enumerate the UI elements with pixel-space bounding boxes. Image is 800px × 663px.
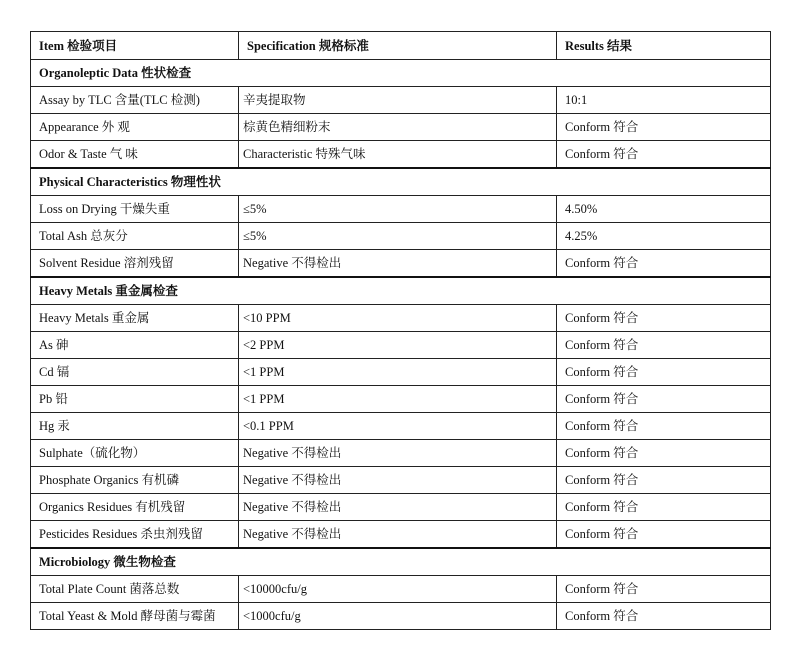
cell-result: Conform 符合 (557, 386, 771, 413)
cell-specification: 棕黄色精细粉末 (239, 114, 557, 141)
table-row (31, 386, 771, 413)
cell-result: Conform 符合 (557, 440, 771, 467)
cell-specification: <1000cfu/g (239, 603, 557, 630)
header-item: Item 检验项目 (31, 32, 239, 60)
cell-item: Phosphate Organics 有机磷 (31, 467, 239, 494)
cell-result: Conform 符合 (557, 603, 771, 630)
table-row (31, 521, 771, 549)
cell-result: Conform 符合 (557, 141, 771, 169)
table-row (31, 196, 771, 223)
section-title: Microbiology 微生物检查 (31, 548, 771, 576)
table-row (31, 576, 771, 603)
table-row (31, 305, 771, 332)
cell-result: Conform 符合 (557, 413, 771, 440)
cell-result: Conform 符合 (557, 576, 771, 603)
table-row (31, 87, 771, 114)
cell-result: Conform 符合 (557, 359, 771, 386)
cell-item: Total Ash 总灰分 (31, 223, 239, 250)
header-specification: Specification 规格标准 (239, 32, 557, 60)
section-title: Organoleptic Data 性状检查 (31, 60, 771, 87)
section-header-row (31, 168, 771, 196)
cell-specification: <0.1 PPM (239, 413, 557, 440)
section-title: Physical Characteristics 物理性状 (31, 168, 771, 196)
cell-result: 4.50% (557, 196, 771, 223)
header-results: Results 结果 (557, 32, 771, 60)
cell-specification: 辛夷提取物 (239, 87, 557, 114)
cell-item: Total Yeast & Mold 酵母菌与霉菌 (31, 603, 239, 630)
cell-specification: Negative 不得检出 (239, 440, 557, 467)
cell-specification: <10000cfu/g (239, 576, 557, 603)
cell-specification: ≤5% (239, 196, 557, 223)
cell-result: Conform 符合 (557, 332, 771, 359)
cell-specification: <1 PPM (239, 359, 557, 386)
table-row (31, 440, 771, 467)
cell-result: Conform 符合 (557, 467, 771, 494)
cell-result: 10:1 (557, 87, 771, 114)
cell-result: Conform 符合 (557, 114, 771, 141)
table-row (31, 332, 771, 359)
cell-specification: <1 PPM (239, 386, 557, 413)
cell-item: As 砷 (31, 332, 239, 359)
cell-specification: Negative 不得检出 (239, 494, 557, 521)
table-row (31, 413, 771, 440)
cell-result: Conform 符合 (557, 494, 771, 521)
cell-item: Pesticides Residues 杀虫剂残留 (31, 521, 239, 549)
cell-result: Conform 符合 (557, 305, 771, 332)
cell-specification: Negative 不得检出 (239, 521, 557, 549)
cell-specification: Characteristic 特殊气味 (239, 141, 557, 169)
cell-item: Organics Residues 有机残留 (31, 494, 239, 521)
cell-specification: Negative 不得检出 (239, 250, 557, 278)
cell-result: Conform 符合 (557, 250, 771, 278)
cell-item: Odor & Taste 气 味 (31, 141, 239, 169)
section-title: Heavy Metals 重金属检查 (31, 277, 771, 305)
section-header-row (31, 548, 771, 576)
cell-item: Hg 汞 (31, 413, 239, 440)
table-row (31, 250, 771, 278)
cell-result: Conform 符合 (557, 521, 771, 549)
section-header-row (31, 60, 771, 87)
table-row (31, 141, 771, 169)
specification-table (30, 31, 771, 630)
cell-item: Sulphate（硫化物） (31, 440, 239, 467)
cell-item: Cd 镉 (31, 359, 239, 386)
table-row (31, 494, 771, 521)
cell-specification: <2 PPM (239, 332, 557, 359)
table-row (31, 223, 771, 250)
table-row (31, 467, 771, 494)
cell-item: Appearance 外 观 (31, 114, 239, 141)
table-row (31, 359, 771, 386)
section-header-row (31, 277, 771, 305)
cell-item: Total Plate Count 菌落总数 (31, 576, 239, 603)
table-header-row (31, 32, 771, 60)
cell-item: Pb 铅 (31, 386, 239, 413)
cell-item: Loss on Drying 干燥失重 (31, 196, 239, 223)
cell-item: Heavy Metals 重金属 (31, 305, 239, 332)
cell-specification: <10 PPM (239, 305, 557, 332)
table-row (31, 114, 771, 141)
cell-specification: ≤5% (239, 223, 557, 250)
cell-item: Assay by TLC 含量(TLC 检测) (31, 87, 239, 114)
cell-item: Solvent Residue 溶剂残留 (31, 250, 239, 278)
cell-specification: Negative 不得检出 (239, 467, 557, 494)
cell-result: 4.25% (557, 223, 771, 250)
table-row (31, 603, 771, 630)
